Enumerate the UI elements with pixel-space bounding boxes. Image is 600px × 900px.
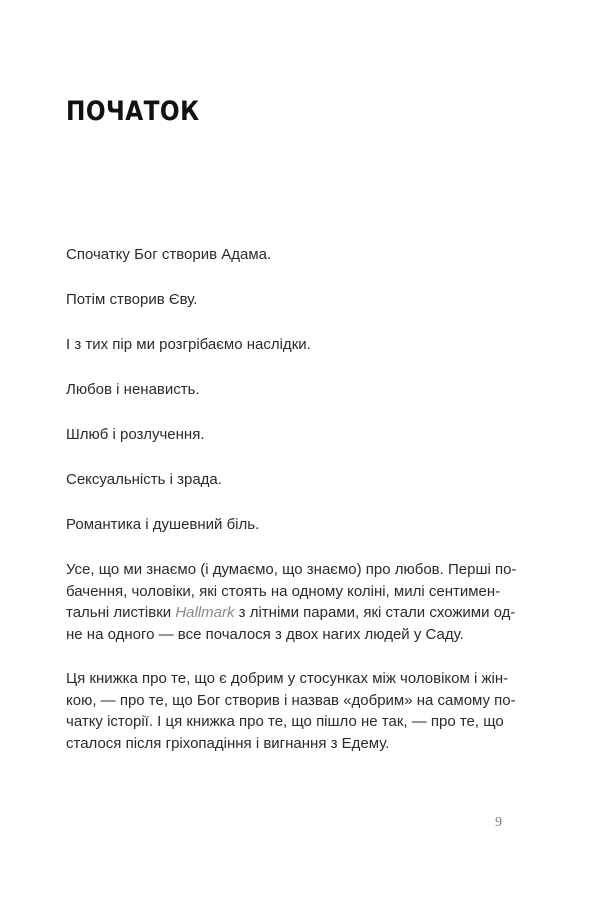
brand-name: Hallmark	[175, 604, 235, 621]
paragraph	[66, 668, 536, 754]
paragraph-line: Усе, що ми знаємо (і думаємо, що знаємо) про любов. Перші по-	[66, 561, 517, 578]
paragraph-line: не на одного — все почалося з двох нагих людей у Саду.	[66, 625, 464, 643]
paragraph	[66, 559, 536, 645]
paragraph-line: бачення, чоловіки, які стоять на одному коліні, милі сентимен-	[66, 582, 501, 600]
paragraph: Потім створив Єву.	[66, 291, 198, 308]
paragraph-line	[66, 602, 536, 624]
paragraph-line: чатку історії. І ця книжка про те, що пішло не так, — про те, що	[66, 713, 504, 730]
paragraph: Шлюб і розлучення.	[66, 426, 205, 443]
paragraph-line: кою, — про те, що Бог створив і назвав «добрим» на самому по-	[66, 691, 516, 709]
paragraph: Сексуальність і зрада.	[66, 471, 222, 488]
page-number: 9	[495, 815, 502, 830]
chapter-title: ПОЧАТОК	[66, 96, 200, 127]
paragraph: Спочатку Бог створив Адама.	[66, 246, 272, 263]
paragraph: Романтика і душевний біль.	[66, 516, 260, 533]
paragraph: Любов і ненависть.	[66, 381, 200, 398]
text-segment: з літніми парами, які стали схожими од-	[234, 604, 516, 621]
text-segment: тальні листівки	[66, 604, 176, 621]
paragraph-line: Ця книжка про те, що є добрим у стосунках між чоловіком і жін-	[66, 670, 509, 687]
paragraph: І з тих пір ми розгрібаємо наслідки.	[66, 336, 311, 353]
paragraph-line: сталося після гріхопадіння і вигнання з Едему.	[66, 734, 390, 752]
